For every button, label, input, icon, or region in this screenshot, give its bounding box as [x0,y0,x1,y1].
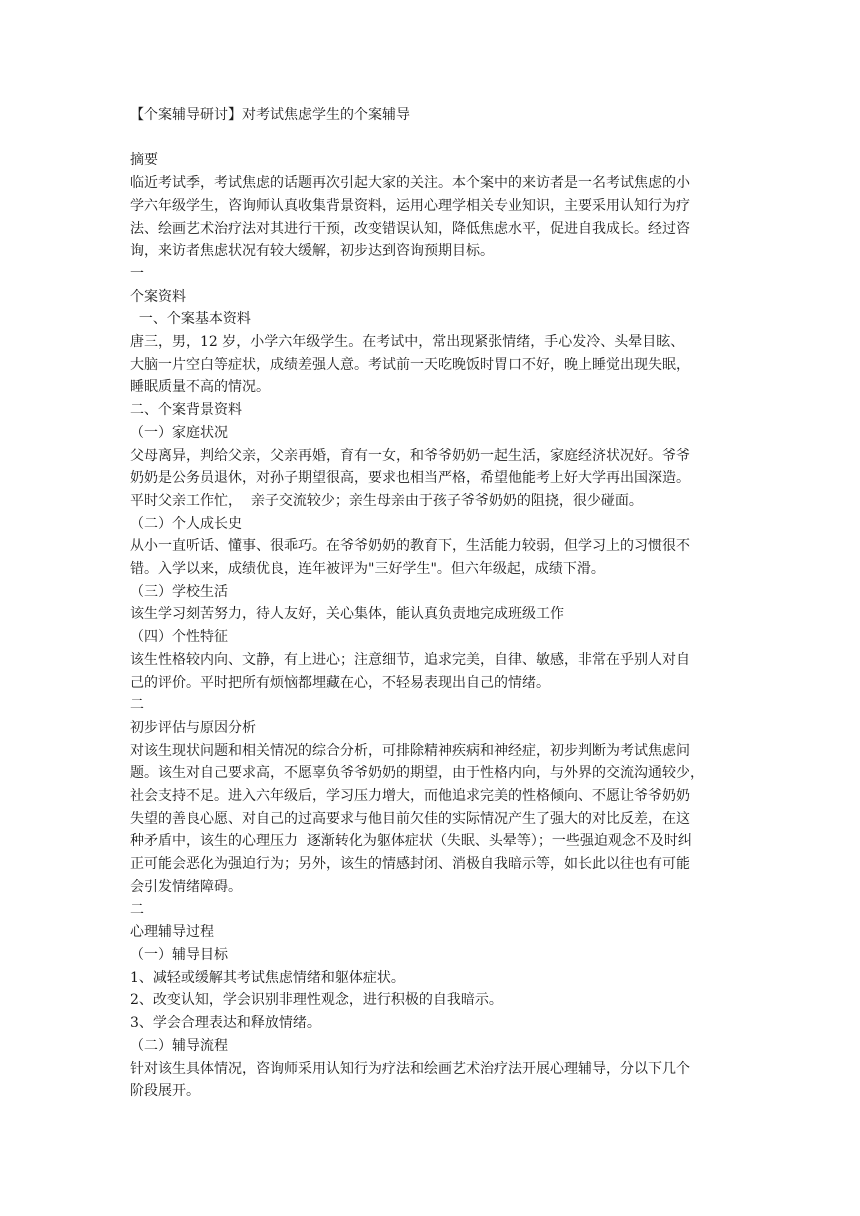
subsection-title: （四）个性特征 [130,629,228,646]
section-title: 初步评估与原因分析 [130,719,256,736]
text-line: 己的评价。平时把所有烦恼都埋藏在心，不轻易表现出自己的情绪。 [130,674,550,691]
text-line: 大脑一片空白等症状，成绩差强人意。考试前一天吃晚饭时胃口不好，晚上睡觉出现失眠， [130,356,690,373]
list-item: 3、学会合理表达和释放情绪。 [130,1015,321,1032]
goal-list [130,967,736,1035]
list-item: 2、改变认知，学会识别非理性观念，进行积极的自我暗示。 [130,992,503,1009]
text-line: 唐三，男，12 岁，小学六年级学生。在考试中，常出现紧张情绪，手心发冷、头晕目眩、 [130,334,685,351]
abstract-paragraph [130,172,736,263]
text-line: 针对该生具体情况，咨询师采用认知行为疗法和绘画艺术治疗法开展心理辅导，分以下几个 [130,1060,690,1077]
text-line: 对该生现状问题和相关情况的综合分析，可排除精神疾病和神经症，初步判断为考试焦虑问 [130,742,690,759]
abstract-heading: 摘要 [130,152,158,169]
personality-paragraph [130,649,736,694]
text-line: 奶奶是公务员退休，对孙子期望很高，要求也相当严格，希望他能考上好大学再出国深造。 [130,470,690,487]
list-item: 1、减轻或缓解其考试焦虑情绪和躯体症状。 [130,969,405,986]
analysis-paragraph [130,740,736,899]
section-number: 一 [130,265,144,282]
spacer [130,127,736,150]
text-line: 临近考试季，考试焦虑的话题再次引起大家的关注。本个案中的来访者是一名考试焦虑的小 [130,175,690,192]
school-paragraph [130,603,736,626]
text-line: 正可能会恶化为强迫行为；另外，该生的情感封闭、消极自我暗示等，如长此以往也有可能 [130,856,690,873]
text-line: 社会支持不足。进入六年级后，学习压力增大，而他追求完美的性格倾向、不愿让爷爷奶奶 [130,788,690,805]
flow-paragraph [130,1058,736,1103]
basic-info-paragraph [130,331,736,399]
subsection-title: （一）辅导目标 [130,947,228,963]
text-line: 法、绘画艺术治疗法对其进行干预，改变错误认知，降低焦虑水平，促进自我成长。经过咨 [130,220,690,237]
document-title: 【个案辅导研讨】对考试焦虑学生的个案辅导 [130,107,410,123]
text-line: 询，来访者焦虑状况有较大缓解，初步达到咨询预期目标。 [130,243,494,260]
text-line: 会引发情绪障碍。 [130,878,242,895]
text-line: 错。入学以来，成绩优良，连年被评为"三好学生"。但六年级起，成绩下滑。 [130,561,605,578]
document-page [130,104,736,1103]
family-paragraph [130,445,736,513]
subsection-title: 一、个案基本资料 [130,311,251,328]
section-number: 二 [130,901,144,918]
text-line: 该生性格较内向、文静，有上进心；注意细节，追求完美，自律、敏感，非常在乎别人对自 [130,651,690,668]
subsection-title: （二）个人成长史 [130,515,242,532]
text-line: 失望的善良心愿、对自己的过高要求与他目前欠佳的实际情况产生了强大的对比反差，在这 [130,810,690,827]
subsection-title: （三）学校生活 [130,583,228,600]
section-title: 心理辅导过程 [130,924,214,941]
text-line: 该生学习刻苦努力，待人友好，关心集体，能认真负责地完成班级工作 [130,606,564,623]
text-line: 平时父亲工作忙， 亲子交流较少；亲生母亲由于孩子爷爷奶奶的阻挠，很少碰面。 [130,492,643,509]
section-title: 个案资料 [130,288,186,305]
section-number: 二 [130,697,144,714]
growth-paragraph [130,535,736,580]
text-line: 学六年级学生，咨询师认真收集背景资料，运用心理学相关专业知识，主要采用认知行为疗 [130,197,690,214]
text-line: 种矛盾中，该生的心理压力 逐渐转化为躯体症状（失眠、头晕等）；一些强迫观念不及时纠 [130,833,692,850]
text-line: 题。该生对自己要求高，不愿辜负爷爷奶奶的期望，由于性格内向，与外界的交流沟通较少， [130,765,704,782]
subsection-title: 二、个案背景资料 [130,402,242,419]
text-line: 从小一直听话、懂事、很乖巧。在爷爷奶奶的教育下，生活能力较弱，但学习上的习惯很不 [130,538,690,555]
subsection-title: （一）家庭状况 [130,424,228,441]
subsection-title: （二）辅导流程 [130,1037,228,1054]
text-line: 父母离异，判给父亲，父亲再婚，育有一女，和爷爷奶奶一起生活，家庭经济状况好。爷爷 [130,447,690,464]
text-line: 睡眠质量不高的情况。 [130,379,270,396]
text-line: 阶段展开。 [130,1083,200,1100]
